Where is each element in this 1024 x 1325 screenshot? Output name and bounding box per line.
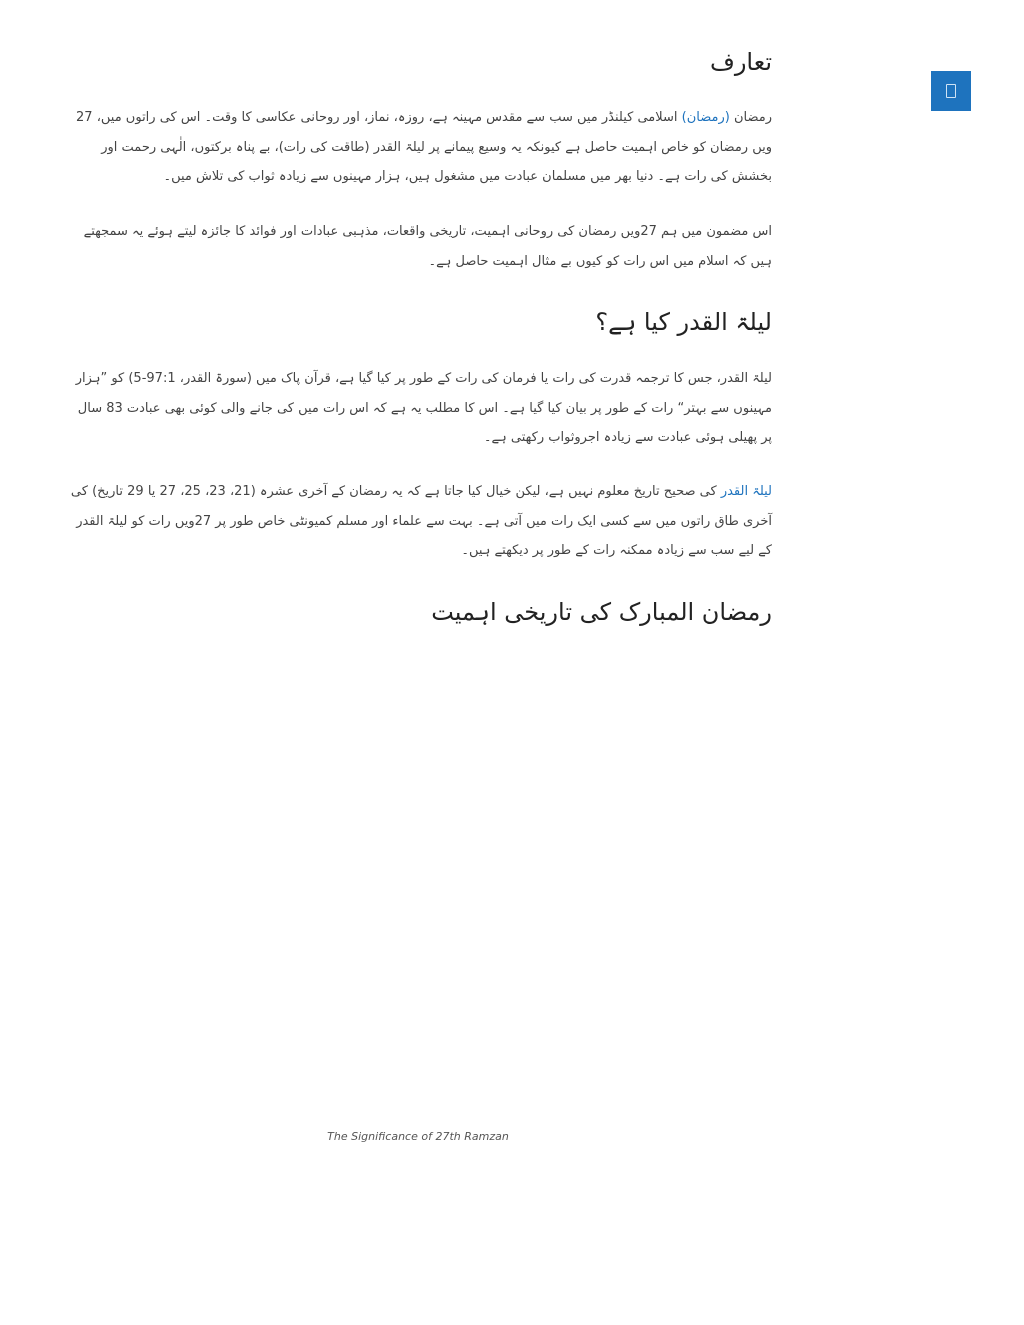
laylatul-qadr-text: کی صحیح تاریخ معلوم نہیں ہے، لیکن خیال کیا جاتا ہے کہ یہ رمضان کے آخری عشرہ (21، 23، 25، 27 یا 29 تاریخ) کی آخری طاق راتوں میں سے کسی ایک رات میں آتی ہے۔ بہت سے علماء اور مسلم کمیونٹی خاص طور پر 27ویں رات کو لیلۃ القدر کے لیے سب سے زیادہ ممکنہ رات کے طور پر دیکھتے ہیں۔: [70, 484, 772, 558]
ramadan-link[interactable]: (رمضان): [681, 110, 730, 125]
intro-paragraph-2: اس مضمون میں ہم 27ویں رمضان کی روحانی اہمیت، تاریخی واقعات، مذہبی عبادات اور فوائد کا جائزہ لیتے ہوئے یہ سمجھتے ہیں کہ اسلام میں اس رات کو کیوں بے مثال اہمیت حاصل ہے۔: [83, 224, 772, 269]
intro-text-start: رمضان: [729, 110, 772, 125]
section-heading-intro: تعارف: [709, 48, 772, 76]
section-heading-history: رمضان المبارک کی تاریخی اہمیت: [431, 598, 772, 626]
floating-action-button[interactable]: [931, 71, 971, 111]
square-icon: [946, 84, 956, 98]
laylatul-qadr-link[interactable]: لیلۃ القدر: [720, 484, 772, 499]
image-caption: The Significance of 27th Ramzan: [327, 1130, 509, 1143]
intro-text-rest: اسلامی کیلنڈر میں سب سے مقدس مہینہ ہے، روزہ، نماز، اور روحانی عکاسی کا وقت۔ اس کی راتوں میں، 27 ویں رمضان کو خاص اہمیت حاصل ہے کیونکہ یہ وسیع پیمانے پر لیلۃ القدر (طاقت کی رات)، بے پناہ برکتوں، الٰہی رحمت اور بخشش کی رات ہے۔ دنیا بھر میں مسلمان عبادت میں مشغول ہیں، ہزار مہینوں سے زیادہ ثواب کی تلاش میں۔: [76, 110, 772, 184]
laylatul-qadr-paragraph-1: لیلۃ القدر، جس کا ترجمہ قدرت کی رات یا فرمان کی رات کے طور پر کیا گیا ہے، قرآن پاک میں (سورۃ القدر، 97:1-5) کو ”ہزار مہینوں سے بہتر“ رات کے طور پر بیان کیا گیا ہے۔ اس کا مطلب یہ ہے کہ اس رات میں کی جانے والی کوئی بھی عبادت 83 سال پر پھیلی ہوئی عبادت سے زیادہ اجروثواب رکھتی ہے۔: [75, 371, 772, 445]
intro-paragraph-1: [68, 103, 772, 192]
laylatul-qadr-paragraph-2: [68, 477, 772, 566]
section-heading-laylatul-qadr: لیلۃ القدر کیا ہے؟: [595, 308, 772, 336]
